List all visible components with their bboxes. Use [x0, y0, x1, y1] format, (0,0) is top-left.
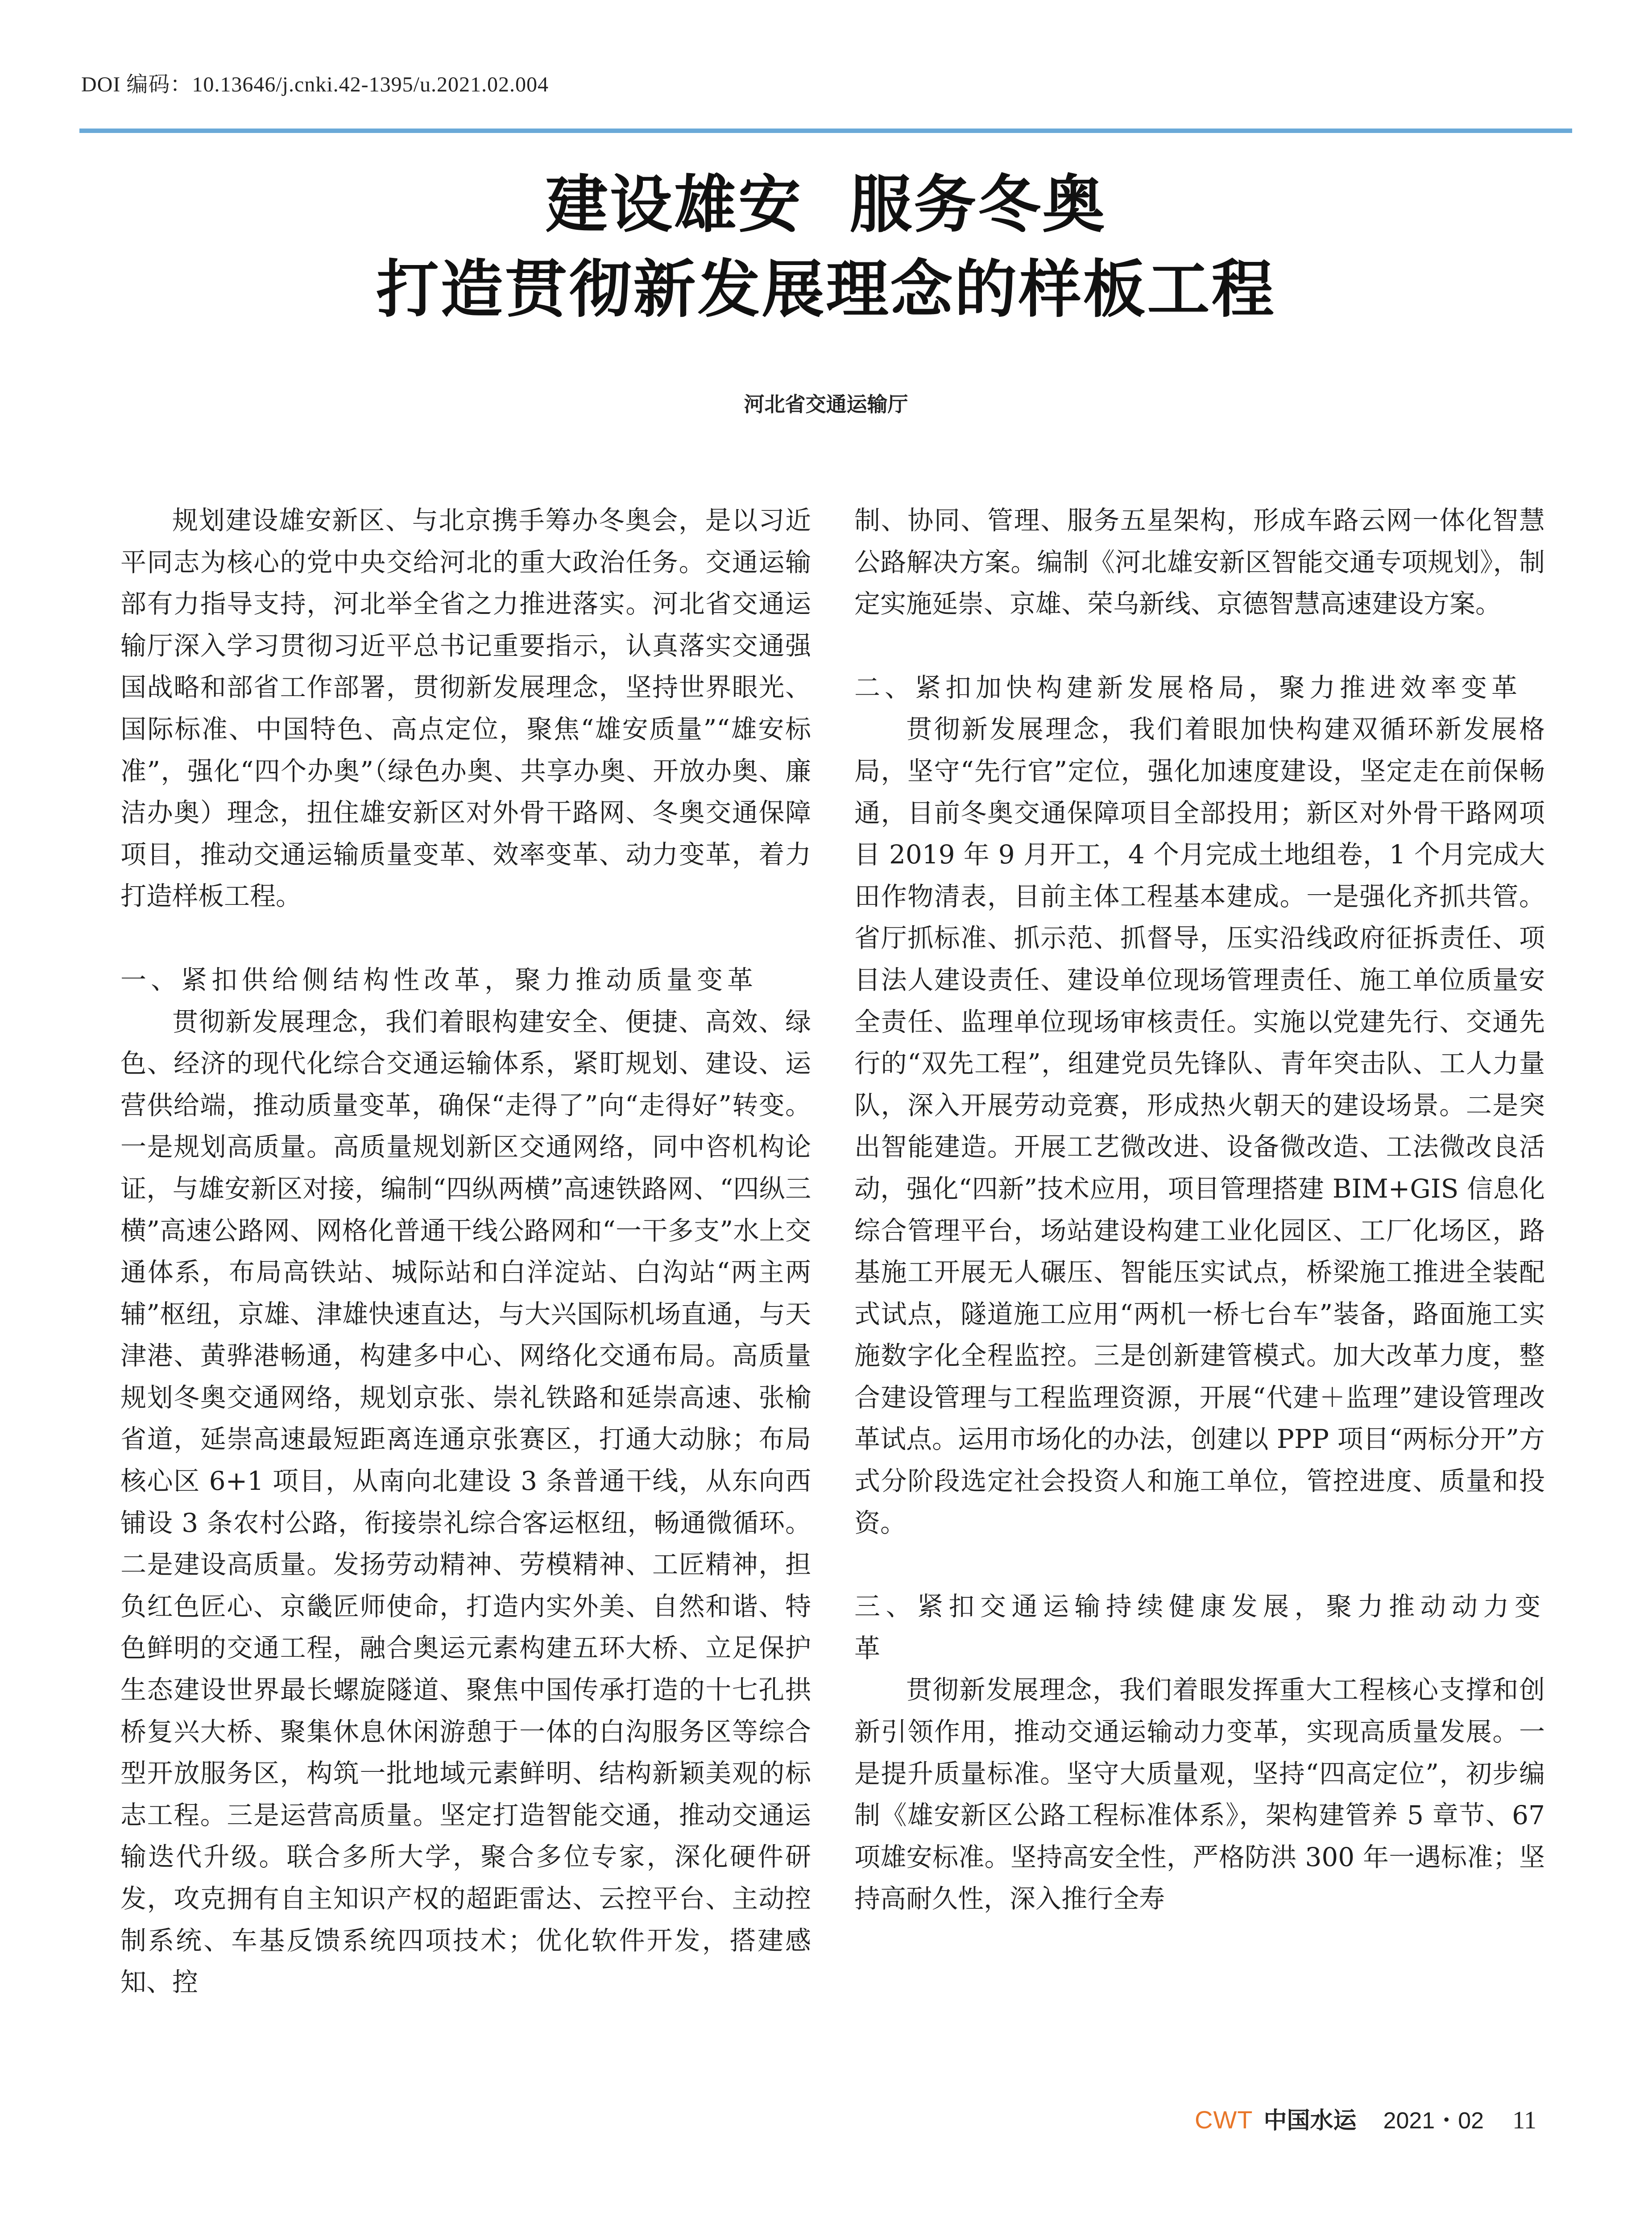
paragraph-gap — [120, 917, 811, 959]
continuation-paragraph: 制、协同、管理、服务五星架构，形成车路云网一体化智慧公路解决方案。编制《河北雄安新区智能交通专项规划》，制定实施延崇、京雄、荣乌新线、京德智慧高速建设方案。 — [854, 505, 1545, 619]
article-title-line1: 建设雄安 服务冬奥 — [545, 169, 1107, 241]
magazine-name: 中国水运 — [1263, 2107, 1357, 2134]
header-rule — [79, 129, 1572, 133]
intro-paragraph: 规划建设雄安新区、与北京携手筹办冬奥会，是以习近平同志为核心的党中央交给河北的重大政治任务。交通运输部有力指导支持，河北举全省之力推进落实。河北省交通运输厅深入学习贯彻习近平总书记重要指示，认真落实交通强国战略和部省工作部署，贯彻新发展理念，坚持世界眼光、国际标准、中国特色、高点定位，聚焦“雄安质量”“雄安标准”，强化“四个办奥”（绿色办奥、共享办奥、开放办奥、廉洁办奥）理念，扭住雄安新区对外骨干路网、冬奥交通保障项目，推动交通运输质量变革、效率变革、动力变革，着力打造样板工程。 — [120, 505, 811, 912]
section3-paragraph: 贯彻新发展理念，我们着眼发挥重大工程核心支撑和创新引领作用，推动交通运输动力变革，实现高质量发展。一是提升质量标准。坚守大质量观，坚持“四高定位”，初步编制《雄安新区公路工程标准体系》，架构建管养 5 章节、67 项雄安标准。坚持高安全性，严格防洪 300 年一遇标准；坚持高耐久性，深入推行全寿 — [854, 1675, 1545, 1914]
page-footer — [1195, 2102, 1536, 2135]
article-title-line2: 打造贯彻新发展理念的样板工程 — [376, 253, 1276, 326]
paragraph-gap — [854, 625, 1545, 667]
section2-heading: 二、紧扣加快构建新发展格局，聚力推进效率变革 — [854, 672, 1522, 703]
right-column — [854, 500, 1545, 1920]
section1-paragraph: 贯彻新发展理念，我们着眼构建安全、便捷、高效、绿色、经济的现代化综合交通运输体系，紧盯规划、建设、运营供给端，推动质量变革，确保“走得了”向“走得好”转变。一是规划高质量。高质量规划新区交通网络，同中咨机构论证，与雄安新区对接，编制“四纵两横”高速铁路网、“四纵三横”高速公路网、网格化普通干线公路网和“一干多支”水上交通体系，布局高铁站、城际站和白洋淀站、白沟站“两主两辅”枢纽，京雄、津雄快速直达，与大兴国际机场直通，与天津港、黄骅港畅通，构建多中心、网络化交通布局。高质量规划冬奥交通网络，规划京张、崇礼铁路和延崇高速、张榆省道，延崇高速最短距离连通京张赛区，打通大动脉；布局核心区 6+1 项目，从南向北建设 3 条普通干线，从东向西铺设 3 条农村公路，衔接崇礼综合客运枢纽，畅通微循环。二是建设高质量。发扬劳动精神、劳模精神、工匠精神，担负红色匠心、京畿匠师使命，打造内实外美、自然和谐、特色鲜明的交通工程，融合奥运元素构建五环大桥、立足保护生态建设世界最长螺旋隧道、聚焦中国传承打造的十七孔拱桥复兴大桥、聚集休息休闲游憩于一体的白沟服务区等综合型开放服务区，构筑一批地域元素鲜明、结构新颖美观的标志工程。三是运营高质量。坚定打造智能交通，推动交通运输迭代升级。联合多所大学，聚合多位专家，深化硬件研发，攻克拥有自主知识产权的超距雷达、云控平台、主动控制系统、车基反馈系统四项技术；优化软件开发，搭建感知、控 — [120, 1006, 811, 1998]
section2-paragraph: 贯彻新发展理念，我们着眼加快构建双循环新发展格局，坚守“先行官”定位，强化加速度建设，坚定走在前保畅通，目前冬奥交通保障项目全部投用；新区对外骨干路网项目 2019 年 9 月开工，4 个月完成土地组卷，1 个月完成大田作物清表，目前主体工程基本建成。一是强化齐抓共管。省厅抓标准、抓示范、抓督导，压实沿线政府征拆责任、项目法人建设责任、建设单位现场管理责任、施工单位质量安全责任、监理单位现场审核责任。实施以党建先行、交通先行的“双先工程”，组建党员先锋队、青年突击队、工人力量队，深入开展劳动竞赛，形成热火朝天的建设场景。二是突出智能建造。开展工艺微改进、设备微改造、工法微改良活动，强化“四新”技术应用，项目管理搭建 BIM+GIS 信息化综合管理平台，场站建设构建工业化园区、工厂化场区，路基施工开展无人碾压、智能压实试点，桥梁施工推进全装配式试点，隧道施工应用“两机一桥七台车”装备，路面施工实施数字化全程监控。三是创新建管模式。加大改革力度，整合建设管理与工程监理资源，开展“代建＋监理”建设管理改革试点。运用市场化的办法，创建以 PPP 项目“两标分开”方式分阶段选定社会投资人和施工单位，管控进度、质量和投资。 — [854, 714, 1545, 1538]
article-author: 河北省交通运输厅 — [744, 392, 908, 416]
brand-logo-text: CWT — [1195, 2106, 1253, 2134]
left-column — [120, 500, 811, 2003]
section3-heading: 三、紧扣交通运输持续健康发展，聚力推动动力变革 — [854, 1591, 1545, 1663]
paragraph-gap — [854, 1544, 1545, 1586]
doi-line: DOI 编码：10.13646/j.cnki.42-1395/u.2021.02.004 — [81, 73, 549, 96]
section1-heading: 一、紧扣供给侧结构性改革，聚力推动质量变革 — [120, 964, 758, 995]
page-number: 11 — [1512, 2107, 1536, 2134]
issue-number: 2021・02 — [1383, 2108, 1484, 2134]
